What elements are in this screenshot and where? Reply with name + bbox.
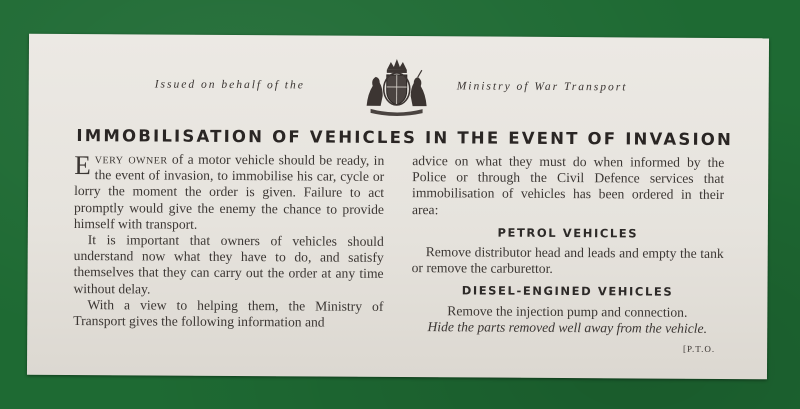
diesel-vehicles-heading: DIESEL-ENGINED VEHICLES — [461, 283, 674, 300]
leaflet — [27, 34, 769, 380]
issued-on-behalf-text: Issued on behalf of the — [154, 78, 305, 92]
right-column — [411, 153, 724, 337]
please-turn-over-note: [P.T.O. — [683, 343, 716, 354]
royal-coat-of-arms-icon — [361, 56, 433, 118]
importance-paragraph: It is important that owners of vehicles should understand now what they have to do, and satisfy themselves that they can carry out the order at any time without delay. — [73, 232, 384, 297]
advice-paragraph: advice on what they must do when informed by the Police or through the Civil Defence services that immobilisation of vehicles has been ordered in their area: — [411, 153, 725, 217]
intro-paragraph — [74, 151, 384, 234]
petrol-vehicles-heading: PETROL VEHICLES — [497, 225, 639, 241]
diesel-instructions: Remove the injection pump and connection. — [447, 302, 688, 320]
ministry-name-text: Ministry of War Transport — [456, 80, 628, 94]
ministry-help-paragraph: With a view to helping them, the Ministry of Transport gives the following information and — [73, 296, 384, 330]
drop-cap: E — [74, 150, 91, 181]
intro-smallcaps: very owner — [94, 151, 168, 167]
page-title: IMMOBILISATION OF VEHICLES IN THE EVENT OF INVASION — [76, 126, 734, 150]
hide-parts-instruction: Hide the parts removed well away from the vehicle. — [427, 319, 708, 336]
intro-text: of a motor vehicle should be ready, in the event of invasion, to immobilise his car, cycle or lorry the moment the order is given. Failure to act promptly would give the enemy the chance to provide himself with transport. — [73, 151, 385, 232]
left-column — [73, 151, 384, 331]
petrol-instructions: Remove distributor head and leads and empty the tank or remove the carburettor. — [411, 244, 724, 277]
